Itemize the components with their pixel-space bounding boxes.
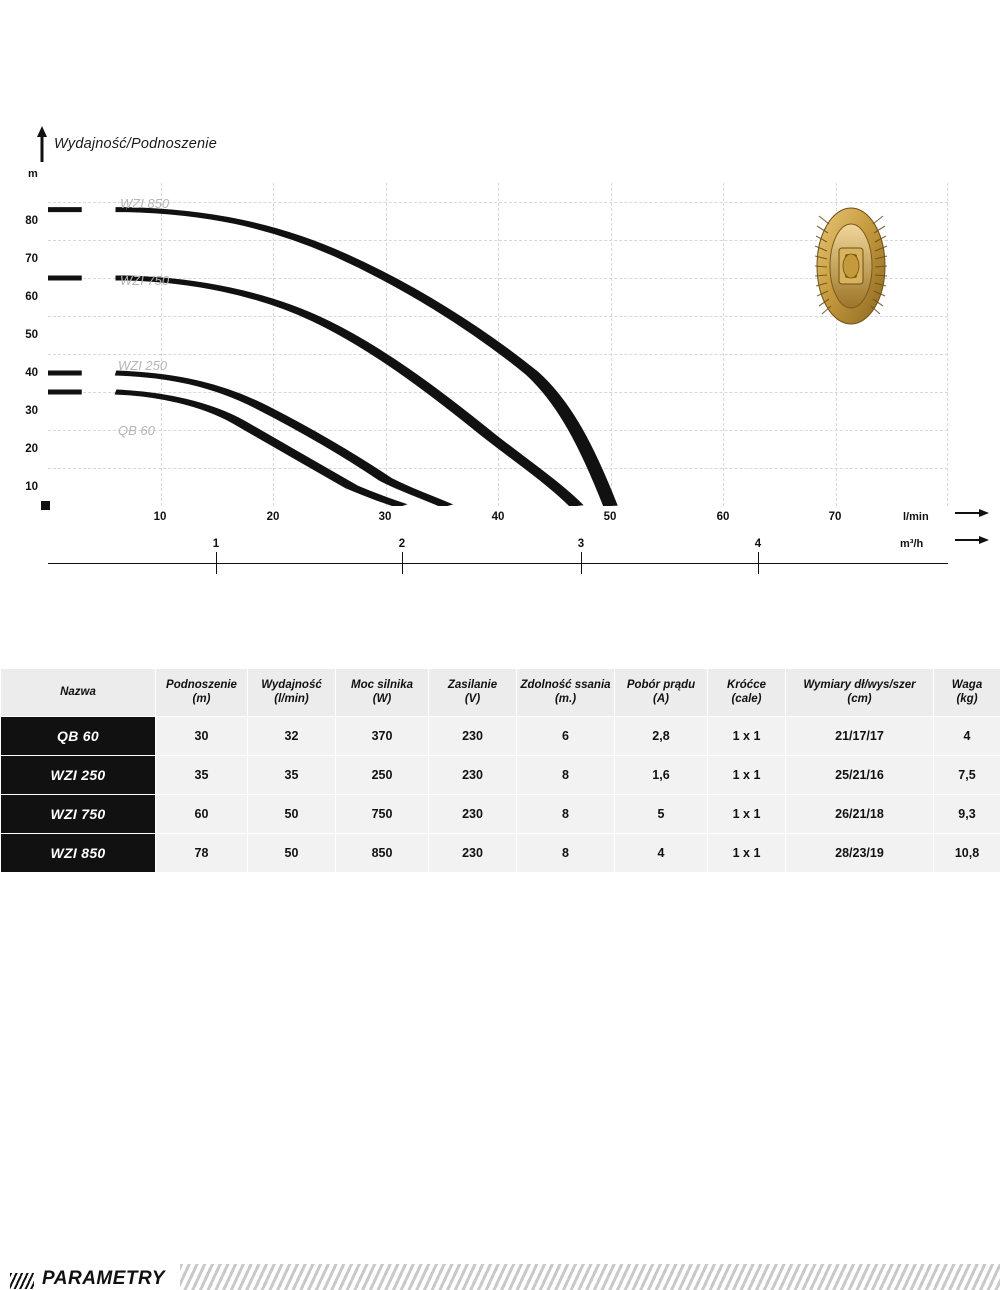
cell-kroccel: 1 x 1 (708, 833, 786, 872)
x-tick-30: 30 (365, 511, 405, 523)
x2-tick-mark-3 (581, 552, 582, 574)
col-header-zdolnosc-ssania (517, 669, 615, 717)
cell-moc: 370 (336, 716, 429, 755)
y-tick-30: 30 (10, 405, 38, 417)
curve-label-wzi-750: WZI 750 (120, 273, 169, 288)
col-header-wymiary-line1: Wymiary dł/wys/szer (803, 679, 915, 691)
x2-tick-4: 4 (738, 538, 778, 550)
cell-kroccel: 1 x 1 (708, 755, 786, 794)
parameters-title: PARAMETRY (42, 1268, 165, 1290)
cell-ssanie: 8 (517, 755, 615, 794)
col-header-moc-line2: (W) (373, 693, 392, 705)
impeller-image (795, 196, 907, 336)
col-header-wydajnosc-line2: (l/min) (274, 693, 309, 705)
col-header-podnoszenie (156, 669, 248, 717)
cell-podnoszenie: 35 (156, 755, 248, 794)
cell-zasilanie: 230 (429, 755, 517, 794)
curve-label-qb-60: QB 60 (118, 423, 155, 438)
curve-wzi-850 (127, 210, 611, 506)
cell-zasilanie: 230 (429, 794, 517, 833)
cell-kroccel: 1 x 1 (708, 716, 786, 755)
cell-pobor: 2,8 (615, 716, 708, 755)
y-tick-80: 80 (10, 215, 38, 227)
col-header-nazwa-line1: Nazwa (60, 686, 96, 698)
col-header-pobor-pradu (615, 669, 708, 717)
curve-wzi-250 (116, 373, 448, 506)
cell-pobor: 5 (615, 794, 708, 833)
cell-wymiary: 25/21/16 (786, 755, 934, 794)
col-header-waga-line2: (kg) (956, 693, 977, 705)
cell-podnoszenie: 60 (156, 794, 248, 833)
curve-label-wzi-250: WZI 250 (118, 358, 167, 373)
col-header-podnoszenie-line2: (m) (193, 693, 211, 705)
curve-label-wzi-850: WZI 850 (120, 196, 169, 211)
table-row (1, 716, 1000, 755)
cell-wymiary: 28/23/19 (786, 833, 934, 872)
cell-ssanie: 8 (517, 794, 615, 833)
col-header-zasilanie (429, 669, 517, 717)
x-axis-unit-lmin: l/min (903, 511, 929, 523)
cell-pobor: 1,6 (615, 755, 708, 794)
y-tick-10: 10 (10, 481, 38, 493)
cell-waga: 10,8 (934, 833, 1000, 872)
x-tick-70: 70 (815, 511, 855, 523)
col-header-ssanie-line1: Zdolność ssania (520, 679, 610, 691)
parameters-header (0, 628, 1000, 666)
x2-tick-mark-2 (402, 552, 403, 574)
cell-kroccel: 1 x 1 (708, 794, 786, 833)
cell-waga: 7,5 (934, 755, 1000, 794)
x-tick-20: 20 (253, 511, 293, 523)
col-header-zasilanie-line1: Zasilanie (448, 679, 497, 691)
col-header-pobor-line2: (A) (653, 693, 669, 705)
cell-podnoszenie: 30 (156, 716, 248, 755)
x2-tick-3: 3 (561, 538, 601, 550)
table-row (1, 794, 1000, 833)
cell-podnoszenie: 78 (156, 833, 248, 872)
x-axis-arrow-icon-1 (955, 508, 989, 518)
cell-waga: 9,3 (934, 794, 1000, 833)
cell-pobor: 4 (615, 833, 708, 872)
col-header-wydajnosc (248, 669, 336, 717)
col-header-wymiary-line2: (cm) (847, 693, 871, 705)
y-axis-unit-label: m (28, 168, 38, 180)
chart-axis-title: Wydajność/Podnoszenie (54, 136, 217, 152)
x2-tick-mark-4 (758, 552, 759, 574)
y-tick-50: 50 (10, 329, 38, 341)
x2-tick-2: 2 (382, 538, 422, 550)
origin-marker (41, 501, 50, 510)
x-tick-60: 60 (703, 511, 743, 523)
cell-name: WZI 750 (1, 794, 156, 833)
col-header-kroccel-line2: (cale) (731, 693, 761, 705)
x-axis-unit-m3h: m³/h (900, 538, 923, 550)
x2-tick-mark-1 (216, 552, 217, 574)
cell-ssanie: 8 (517, 833, 615, 872)
col-header-kroccel (708, 669, 786, 717)
x-tick-50: 50 (590, 511, 630, 523)
x2-tick-1: 1 (196, 538, 236, 550)
cell-wydajnosc: 32 (248, 716, 336, 755)
col-header-zasilanie-line2: (V) (465, 693, 480, 705)
hatch-pattern-icon-left (10, 1273, 34, 1289)
cell-zasilanie: 230 (429, 716, 517, 755)
cell-zasilanie: 230 (429, 833, 517, 872)
x-tick-10: 10 (140, 511, 180, 523)
cell-wydajnosc: 50 (248, 833, 336, 872)
cell-waga: 4 (934, 716, 1000, 755)
col-header-waga-line1: Waga (952, 679, 982, 691)
col-header-waga (934, 669, 1000, 717)
col-header-wydajnosc-line1: Wydajność (261, 679, 322, 691)
cell-moc: 850 (336, 833, 429, 872)
x-axis-arrow-icon-2 (955, 535, 989, 545)
table-header-row (1, 669, 1000, 717)
secondary-axis-line (48, 563, 948, 564)
col-header-moc-line1: Moc silnika (351, 679, 413, 691)
performance-chart (0, 0, 1000, 600)
col-header-ssanie-line2: (m.) (555, 693, 576, 705)
col-header-nazwa (1, 669, 156, 717)
col-header-pobor-line1: Pobór prądu (627, 679, 695, 691)
cell-ssanie: 6 (517, 716, 615, 755)
cell-name: QB 60 (1, 716, 156, 755)
col-header-podnoszenie-line1: Podnoszenie (166, 679, 237, 691)
y-axis-arrow-icon (36, 126, 48, 162)
parameters-table (0, 668, 1000, 873)
cell-wymiary: 26/21/18 (786, 794, 934, 833)
cell-name: WZI 850 (1, 833, 156, 872)
cell-wydajnosc: 35 (248, 755, 336, 794)
y-tick-70: 70 (10, 253, 38, 265)
cell-wydajnosc: 50 (248, 794, 336, 833)
cell-name: WZI 250 (1, 755, 156, 794)
curve-wzi-750 (127, 278, 577, 506)
table-row (1, 833, 1000, 872)
col-header-wymiary (786, 669, 934, 717)
col-header-kroccel-line1: Króćce (727, 679, 766, 691)
y-tick-20: 20 (10, 443, 38, 455)
y-tick-60: 60 (10, 291, 38, 303)
cell-moc: 250 (336, 755, 429, 794)
table-row (1, 755, 1000, 794)
cell-moc: 750 (336, 794, 429, 833)
col-header-moc-silnika (336, 669, 429, 717)
hatch-pattern-icon-right (180, 1264, 1000, 1290)
cell-wymiary: 21/17/17 (786, 716, 934, 755)
y-tick-40: 40 (10, 367, 38, 379)
x-tick-40: 40 (478, 511, 518, 523)
